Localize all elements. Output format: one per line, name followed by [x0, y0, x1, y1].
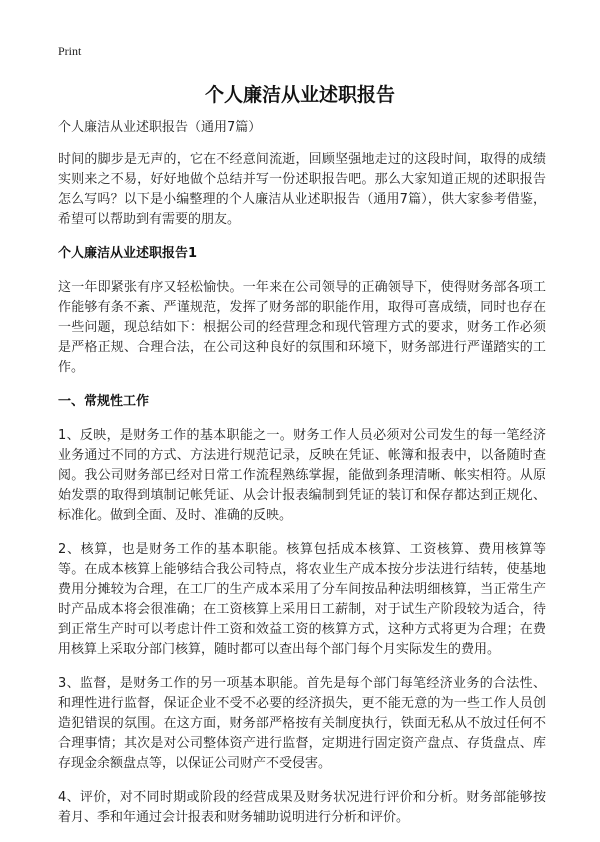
list-item-supervision: 3、监督，是财务工作的另一项基本职能。首先是每个部门每笔经济业务的合法性、和理性进行监督，保证企业不受不必要的经济损失，更不能无意的为一些工作人员创造犯错误的氛围。在这方面，财务部严格按有关制度执行，铁面无私从不放过任何不合理事情；其次是对公司整体资产进行监督，定期进行固定资产盘点、存货盘点、库存现金余额盘点等，以保证公司财产不受侵害。: [58, 676, 546, 771]
print-link[interactable]: Print: [58, 44, 82, 58]
subsection-heading: 一、常规性工作: [58, 394, 150, 409]
list-item-evaluation: 4、评价，对不同时期或阶段的经营成果及财务状况进行评价和分析。财务部能够按着月、季和年通过会计报表和财务辅助说明进行分析和评价。: [58, 790, 546, 825]
list-item-reflect: 1、反映，是财务工作的基本职能之一。财务工作人员必须对公司发生的每一笔经济业务通过不同的方式、方法进行规范记录，反映在凭证、帐簿和报表中，以备随时查阅。我公司财务部已经对日常工作流程熟练掌握，能做到条理清晰、帐实相符。从原始发票的取得到填制记帐凭证、从会计报表编制到凭证的装订和保存都达到正规化、标准化。做到全面、及时、准确的反映。: [58, 428, 546, 523]
document-title: 个人廉洁从业述职报告: [204, 84, 395, 106]
section-paragraph: 这一年即紧张有序又轻松愉快。一年来在公司领导的正确领导下，使得财务部各项工作能够有条不紊、严谨规范，发挥了财务部的职能作用，取得可喜成绩，同时也存在一些问题，现总结如下：根据公司的经营理念和现代管理方式的要求，财务工作必须是严格正规、合理合法，在公司这种良好的氛围和环境下，财务部进行严谨踏实的工作。: [58, 280, 546, 375]
section-heading: 个人廉洁从业述职报告1: [58, 246, 198, 261]
list-item-accounting: 2、核算，也是财务工作的基本职能。核算包括成本核算、工资核算、费用核算等等。在成本核算上能够结合我公司特点，将农业生产成本按分步法进行结转，使基地费用分摊较为合理，在工厂的生产成本采用了分车间按品种法明细核算，当正常生产时产品成本将会很准确；在工资核算上采用日工薪制，对于试生产阶段较为适合，待到正常生产时可以考虑计件工资和效益工资的核算方式，这种方式将更为合理；在费用核算上采取分部门核算，随时都可以查出每个部门每个月实际发生的费用。: [58, 542, 546, 657]
document-body: [58, 118, 546, 842]
intro-paragraph: 时间的脚步是无声的，它在不经意间流逝，回顾坚强地走过的这段时间，取得的成绩实则来之不易，好好地做个总结并写一份述职报告吧。那么大家知道正规的述职报告怎么写吗？以下是小编整理的个人廉洁从业述职报告（通用7篇），供大家参考借鉴，希望可以帮助到有需要的朋友。: [58, 152, 546, 227]
document-subtitle: 个人廉洁从业述职报告（通用7篇）: [58, 120, 262, 135]
